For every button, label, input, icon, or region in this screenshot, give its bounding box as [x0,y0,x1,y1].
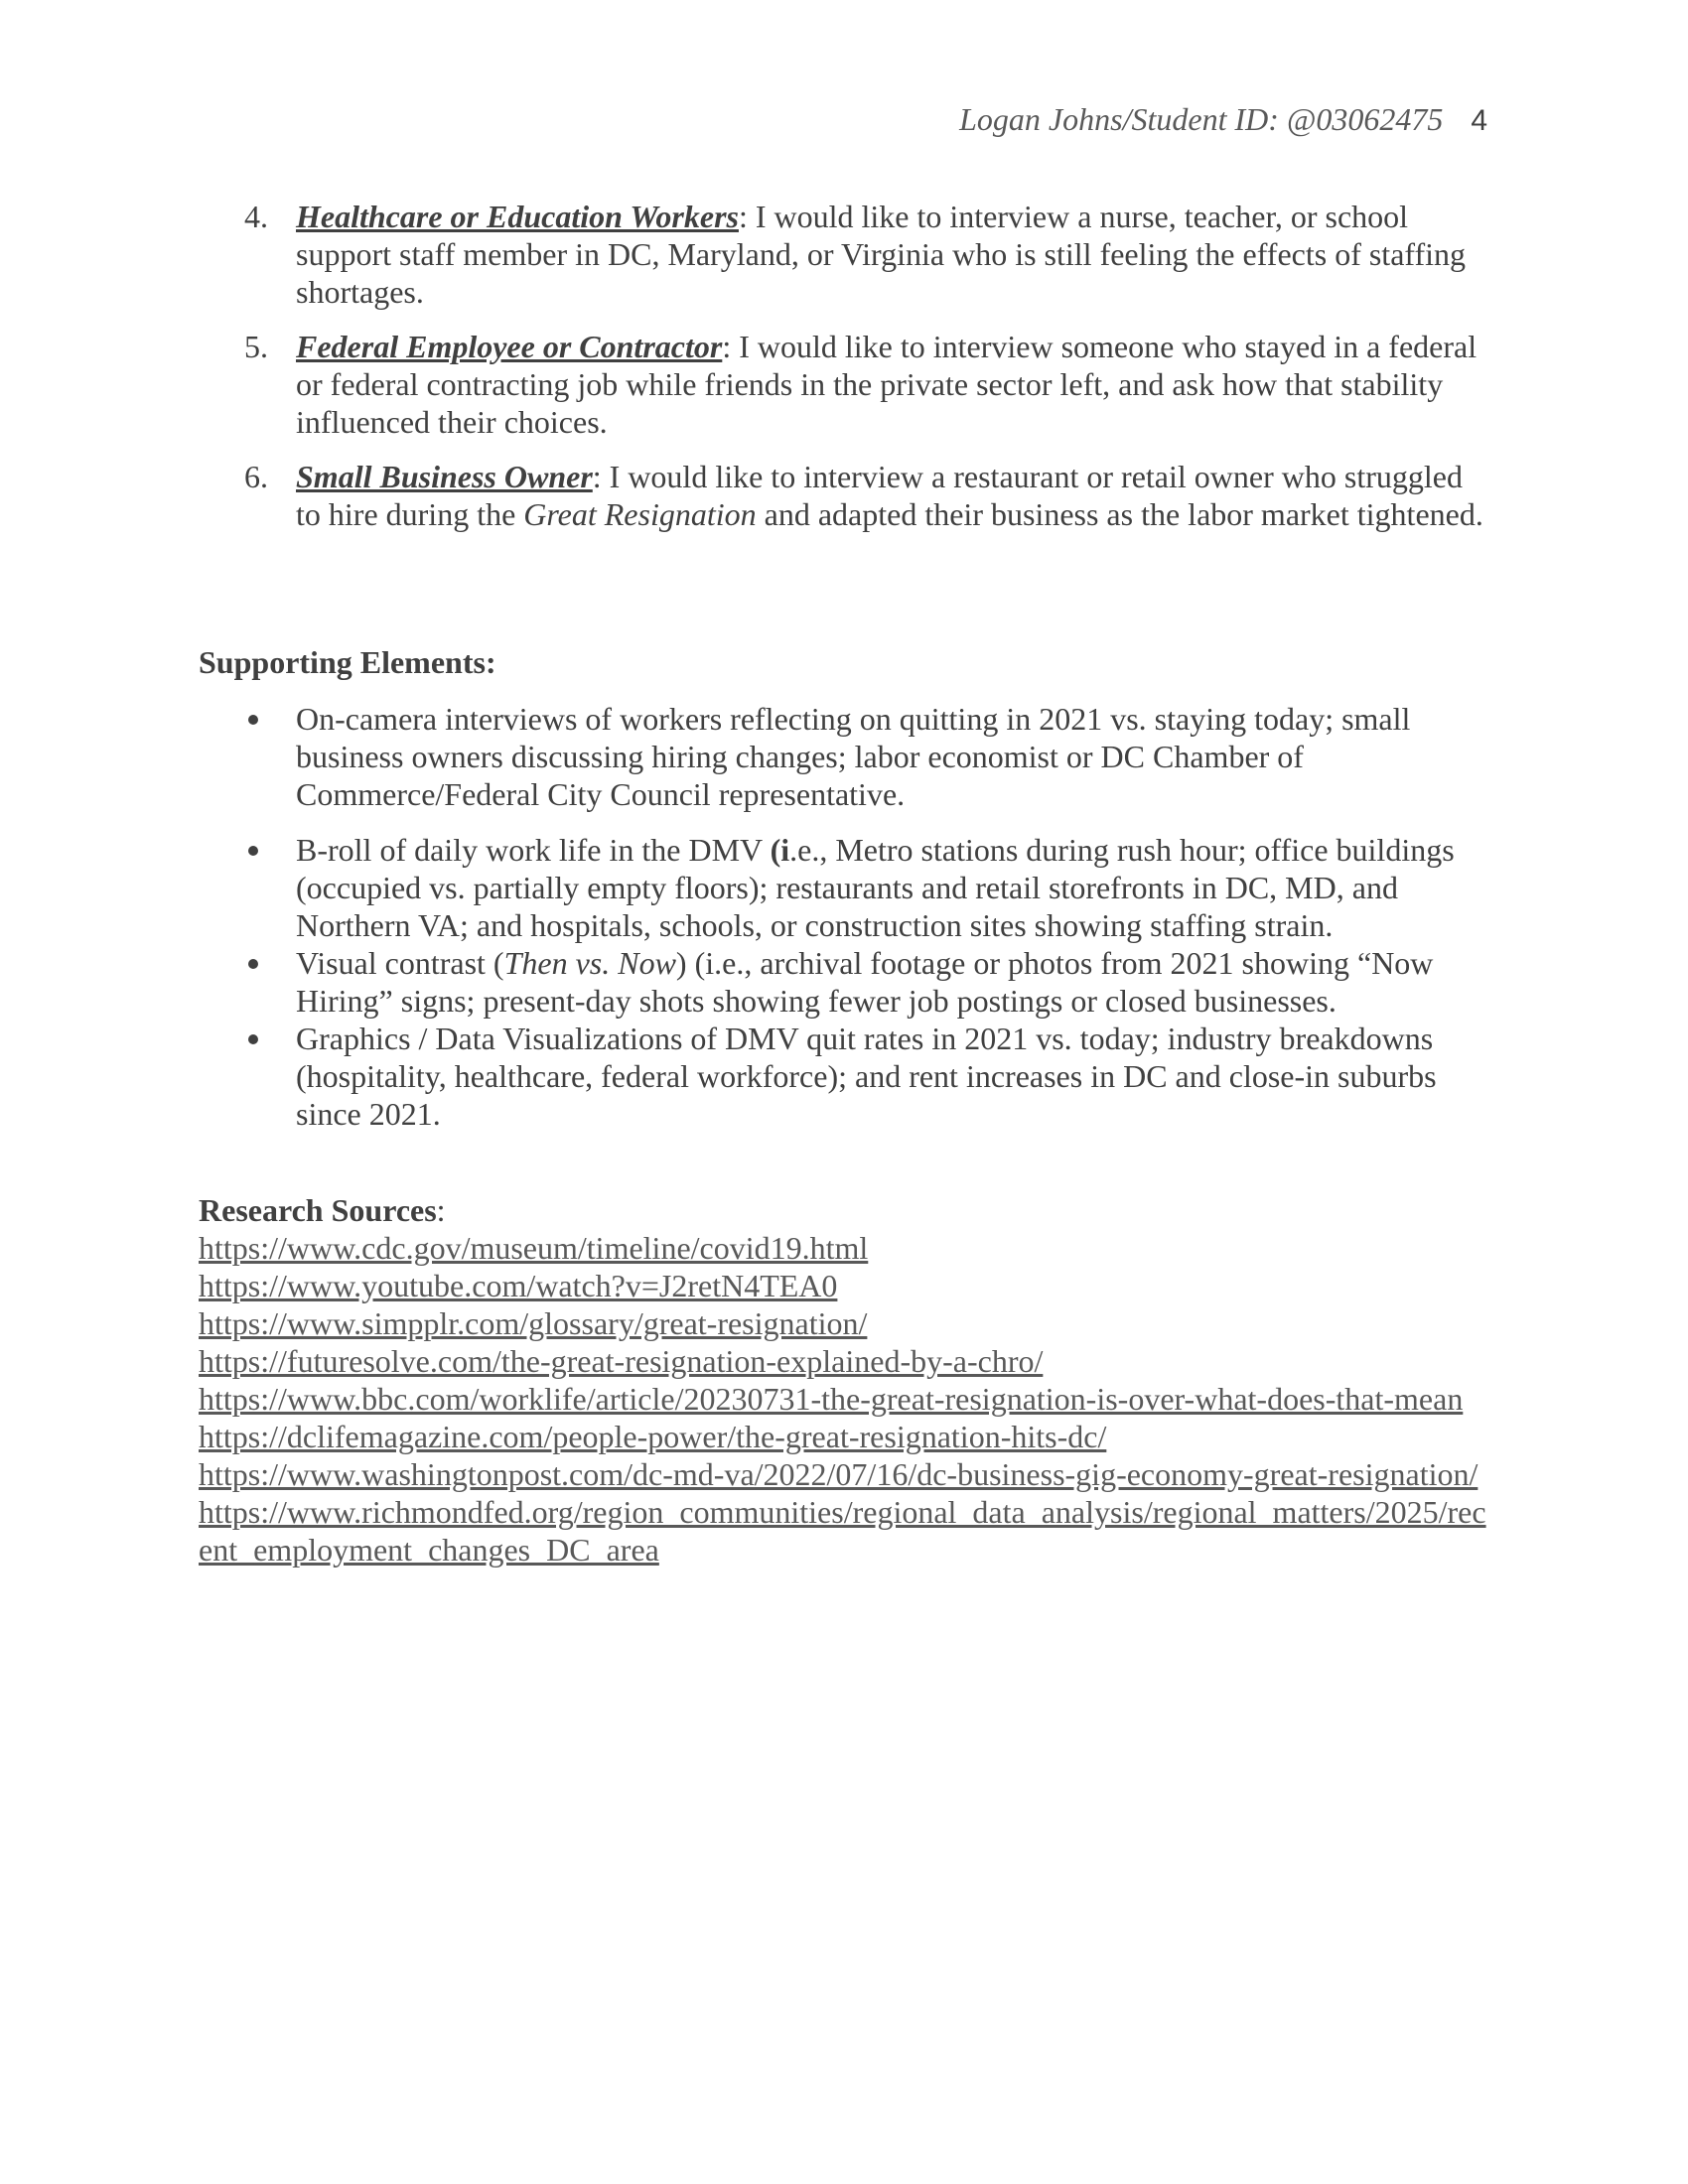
source-link[interactable]: https://www.bbc.com/worklife/article/20230731-the-great-resignation-is-over-what-does-that-mean [199,1381,1464,1417]
list-marker: 4. [244,199,268,234]
research-label: Research Sources [199,1192,437,1228]
supporting-elements-list [199,700,1489,1133]
bullet-text: .e., Metro stations during rush hour; office buildings (occupied vs. partially empty floors); restaurants and retail storefronts in DC, MD, and Northern VA; and hospitals, schools, or construction sites showing staffing strain. [296,832,1455,943]
item-text: : I would like to interview a nurse, teacher, or school support staff member in DC, Maryland, or Virginia who is still feeling the effects of staffing shortages. [296,199,1467,310]
source-link[interactable]: https://www.simpplr.com/glossary/great-resignation/ [199,1305,868,1341]
item-text-italic: Great Resignation [523,496,757,532]
source-link[interactable]: https://www.richmondfed.org/region_communities/regional_data_analysis/regional_matters/2025/recent_employment_changes_DC_area [199,1494,1486,1568]
bullet-text-italic: Then vs. Now [503,945,676,981]
bullet-text-bold: (i [770,832,790,868]
category-label: Small Business Owner [296,459,593,494]
bullet-item [199,700,1489,813]
research-colon: : [436,1192,446,1228]
bullet-item [199,944,1489,1020]
bullet-icon [248,715,258,725]
source-link[interactable]: https://dclifemagazine.com/people-power/the-great-resignation-hits-dc/ [199,1419,1107,1454]
list-item [199,198,1489,311]
item-text: : I would like to interview a restaurant or retail owner who struggled to hire during the [296,459,1463,532]
bullet-item [199,831,1489,944]
source-link[interactable]: https://www.youtube.com/watch?v=J2retN4TEA0 [199,1268,838,1303]
bullet-icon [248,1034,258,1044]
item-text: : I would like to interview someone who stayed in a federal or federal contracting job while friends in the private sector left, and ask how that stability influenced their choices. [296,329,1477,440]
research-sources [199,1191,1489,1569]
list-item [199,328,1489,441]
section-heading: Supporting Elements: [199,644,496,680]
page-header [894,99,1487,141]
bullet-icon [248,846,258,856]
page-number: 4 [1471,104,1487,137]
category-label: Healthcare or Education Workers [296,199,739,234]
header-author: Logan Johns/Student ID: @03062475 [959,101,1444,137]
category-label: Federal Employee or Contractor [296,329,723,364]
item-text: and adapted their business as the labor market tightened. [756,496,1483,532]
interviewee-list [199,198,1489,550]
bullet-text: On-camera interviews of workers reflecting on quitting in 2021 vs. staying today; small business owners discussing hiring changes; labor economist or DC Chamber of Commerce/Federal City Council representative. [296,701,1411,812]
list-marker: 5. [244,329,268,364]
bullet-text: Graphics / Data Visualizations of DMV quit rates in 2021 vs. today; industry breakdowns (hospitality, healthcare, federal workforce); and rent increases in DC and close-in suburbs since 2021. [296,1021,1437,1132]
bullet-item [199,1020,1489,1133]
bullet-text: Visual contrast ( [296,945,504,981]
bullet-text: ) (i.e., archival footage or photos from 2021 showing “Now Hiring” signs; present-day shots showing fewer job postings or closed businesses. [296,945,1434,1019]
bullet-text: B-roll of daily work life in the DMV [296,832,771,868]
source-link[interactable]: https://www.washingtonpost.com/dc-md-va/2022/07/16/dc-business-gig-economy-great-resignation/ [199,1456,1478,1492]
bullet-icon [248,959,258,969]
source-link[interactable]: https://futuresolve.com/the-great-resignation-explained-by-a-chro/ [199,1343,1044,1379]
list-item [199,458,1489,533]
source-link[interactable]: https://www.cdc.gov/museum/timeline/covid19.html [199,1230,869,1266]
list-marker: 6. [244,459,268,494]
research-heading [199,1191,1489,1229]
